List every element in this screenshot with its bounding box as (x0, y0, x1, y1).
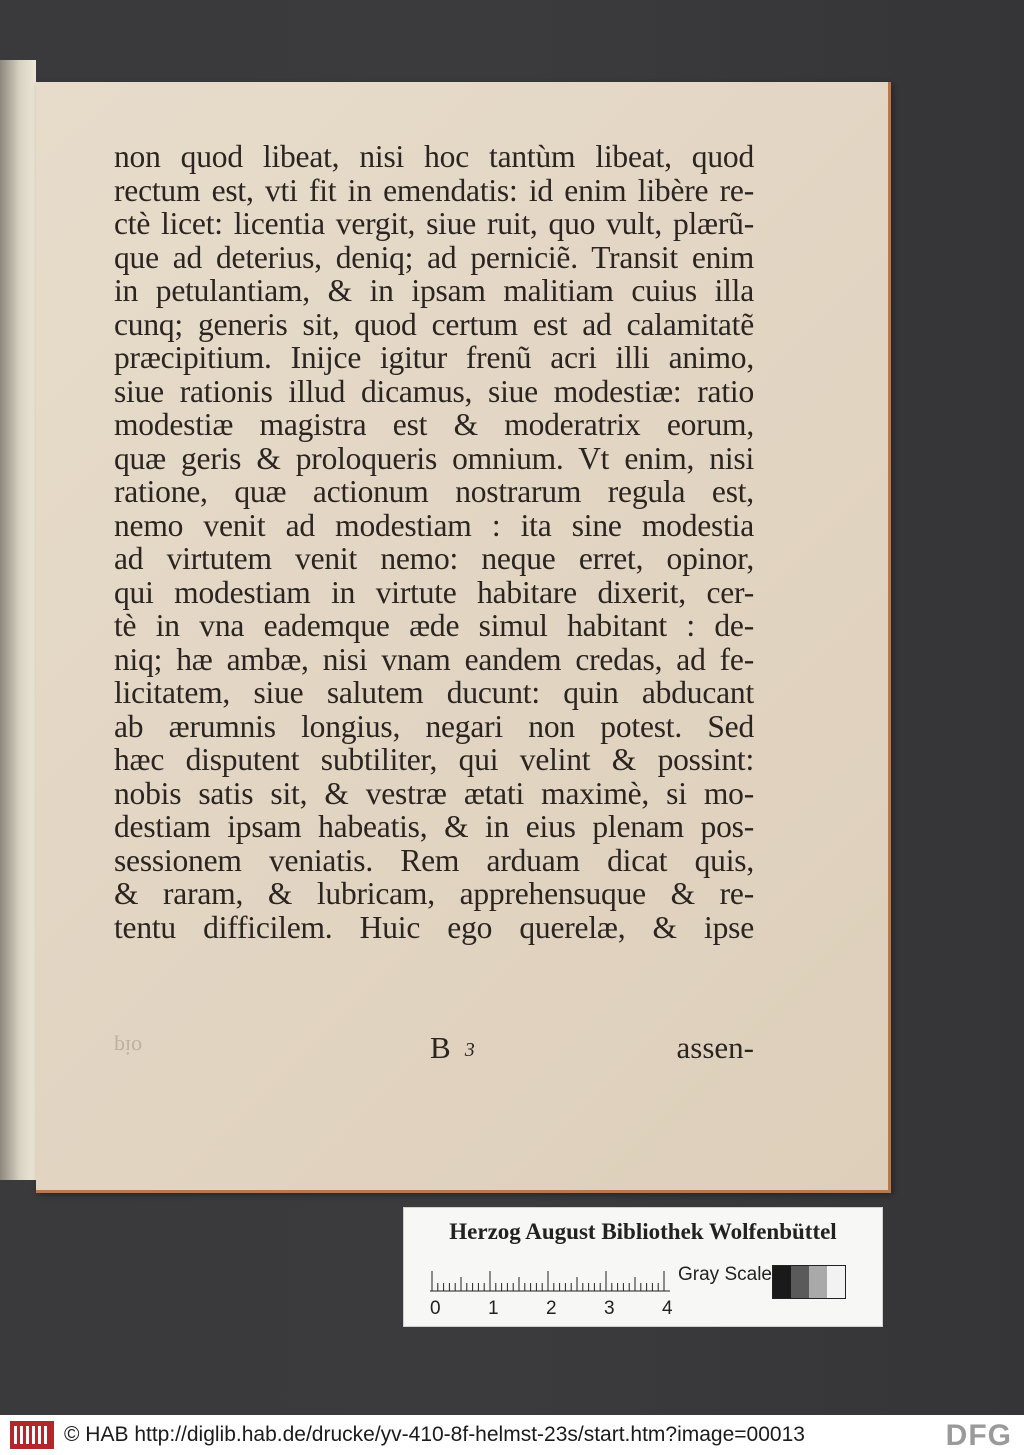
color-reference-card (403, 1207, 883, 1327)
hab-logo-icon (10, 1421, 54, 1449)
copyright-url[interactable]: © HAB http://diglib.hab.de/drucke/yv-410-8f-helmst-23s/start.htm?image=00013 (64, 1423, 805, 1446)
ruler-labels (422, 1298, 682, 1320)
signature-mark (430, 1030, 475, 1066)
text-line: nemo venit ad modestiam : ita sine modestia (114, 507, 754, 543)
text-line: ad virtutem venit nemo: neque erret, opinor, (114, 541, 754, 576)
ruler-label: 2 (546, 1298, 557, 1319)
text-line: cunq; generis sit, quod certum est ad calamitatẽ (114, 306, 754, 342)
text-line: modestiæ magistra est & moderatrix eorum, (114, 407, 754, 442)
gray-swatch (773, 1266, 791, 1298)
text-line: niq; hæ ambæ, nisi vnam eandem credas, ad fe- (114, 641, 754, 677)
text-line: quæ geris & proloqueris omnium. Vt enim, nisi (114, 440, 754, 476)
text-line: sessionem veniatis. Rem arduam dicat quis, (114, 842, 754, 878)
text-line: licitatem, siue salutem ducunt: quin abducant (114, 675, 754, 710)
text-line: tentu difficilem. Huic ego querelæ, & ipse (114, 909, 754, 945)
signature-letter: B (430, 1030, 451, 1065)
page-text (114, 140, 754, 944)
text-line: destiam ipsam habeatis, & in eius plenam pos- (114, 809, 754, 844)
text-line: tè in vna eademque æde simul habitant : de- (114, 608, 754, 643)
adjacent-page-edge (0, 60, 36, 1180)
text-line: præcipitium. Inijce igitur frenũ acri illi animo, (114, 340, 754, 375)
text-line: siue rationis illud dicamus, siue modestiæ: ratio (114, 373, 754, 409)
library-name: Herzog August Bibliothek Wolfenbüttel (449, 1219, 837, 1244)
gray-swatch (791, 1266, 809, 1298)
text-line: qui modestiam in virtute habitare dixerit, cer- (114, 574, 754, 610)
gray-swatch (809, 1266, 827, 1298)
bleed-through-text: pio (114, 1035, 143, 1060)
ruler-label: 0 (430, 1298, 441, 1319)
footer-bar (0, 1415, 1024, 1455)
dfg-logo: DFG (945, 1419, 1012, 1452)
gray-scale-swatches (772, 1265, 846, 1299)
text-line: ctè licet: licentia vergit, siue ruit, quo vult, plærũ- (114, 206, 754, 241)
text-line: hæc disputent subtiliter, qui velint & possint: (114, 742, 754, 777)
ruler-label: 4 (662, 1298, 673, 1319)
catchword: assen- (676, 1030, 754, 1065)
signature-number: 3 (464, 1039, 475, 1061)
signature-line (114, 1030, 754, 1064)
text-line: ab ærumnis longius, negari non potest. Sed (114, 708, 754, 744)
gray-swatch (827, 1266, 845, 1298)
book-page (36, 82, 891, 1193)
text-line: que ad deterius, deniq; ad perniciẽ. Transit enim (114, 239, 754, 275)
text-line: ratione, quæ actionum nostrarum regula est, (114, 474, 754, 509)
text-line: & raram, & lubricam, apprehensuque & re- (114, 876, 754, 911)
ruler-label: 1 (488, 1298, 499, 1319)
text-line: nobis satis sit, & vestræ ætati maximè, si mo- (114, 775, 754, 811)
gray-scale-label: Gray Scale (678, 1264, 772, 1285)
text-line: non quod libeat, nisi hoc tantùm libeat, quod (114, 139, 754, 174)
text-line: rectum est, vti fit in emendatis: id enim libère re- (114, 172, 754, 208)
text-line: in petulantiam, & in ipsam malitiam cuius illa (114, 273, 754, 308)
ruler-label: 3 (604, 1298, 615, 1319)
measurement-ruler (430, 1264, 670, 1292)
